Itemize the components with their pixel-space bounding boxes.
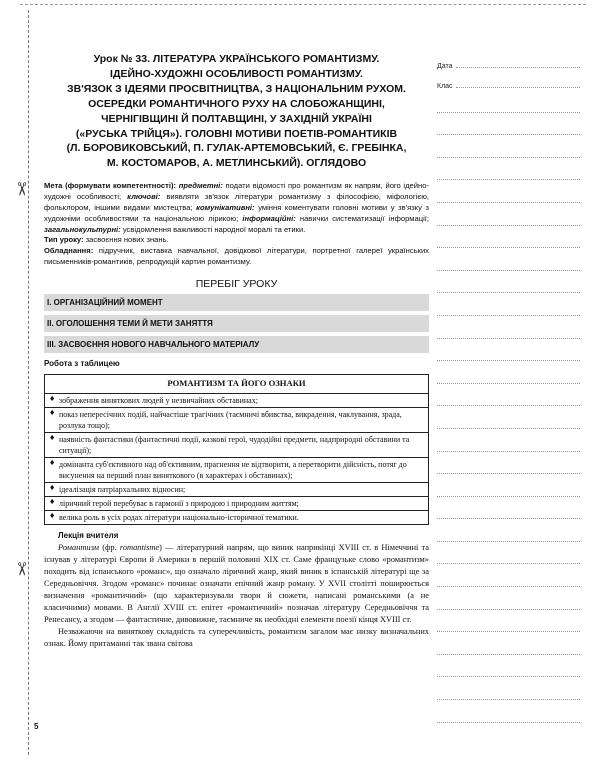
lesson-title <box>44 52 429 171</box>
note-line[interactable] <box>437 587 580 610</box>
romanticism-table-title: РОМАНТИЗМ ТА ЙОГО ОЗНАКИ <box>45 375 428 394</box>
note-line[interactable] <box>437 564 580 587</box>
lecture-paragraph: Незважаючи на виняткову складність та суперечливість, романтизм загалом має низку визначальних ознак. Йому притаманні так звана світова <box>44 626 429 648</box>
note-line[interactable] <box>437 474 580 497</box>
lesson-content <box>44 52 429 649</box>
comm-label: комунікативні: <box>196 202 255 212</box>
note-line[interactable] <box>437 406 580 429</box>
bullet-icon: ♦ <box>49 433 56 442</box>
note-line[interactable] <box>437 700 580 723</box>
title-line: ЧЕРНІГІВЩИНІ Й ПОЛТАВЩИНІ, У ЗАХІДНІЙ УКРАЇНІ <box>101 112 372 125</box>
romanticism-item-text: домінанта суб'єктивного над об'єктивним, прагнення не відтворити, а перетворити дійсність, потяг до висунення на перший план виняткового (в характерах і обставинах); <box>59 460 407 481</box>
title-line: (Л. БОРОВИКОВСЬКИЙ, П. ГУЛАК-АРТЕМОВСЬКИЙ, Є. ГРЕБІНКА, <box>66 142 407 155</box>
bullet-icon: ♦ <box>49 459 56 468</box>
romanticism-table <box>44 374 429 525</box>
class-line <box>456 87 580 88</box>
note-line[interactable] <box>437 203 580 226</box>
scissors-icon: ✂ <box>10 181 32 197</box>
title-line: («РУСЬКА ТРІЙЦЯ»). ГОЛОВНІ МОТИВИ ПОЕТІВ-РОМАНТИКІВ <box>75 127 398 140</box>
equipment-text: підручник, виставка навчальної, довідкової літератури, портретної галереї українських письменників-романтиків, репродукцій картин романтизму. <box>44 246 429 267</box>
romanticism-item <box>45 511 428 524</box>
title-line: ІДЕЙНО-ХУДОЖНІ ОСОБЛИВОСТІ РОМАНТИЗМУ. <box>110 67 363 80</box>
info-label: інформаційні: <box>242 213 296 223</box>
bullet-icon: ♦ <box>49 484 56 493</box>
lesson-type <box>44 235 429 246</box>
note-line[interactable] <box>437 677 580 700</box>
note-line[interactable] <box>437 226 580 249</box>
romanticism-item <box>45 394 428 408</box>
key-text: виявляти зв'язок літератури романтизму з філософією, міфологією, фольклором, іншими видами мистецтва; <box>44 192 429 212</box>
note-line[interactable] <box>437 542 580 565</box>
type-label: Тип уроку: <box>44 235 84 245</box>
note-line[interactable] <box>437 452 580 475</box>
note-line[interactable] <box>437 497 580 520</box>
romanticism-item-text: наявність фантастики (фантастичні події, казкові герої, чудодійні предмети, надприродні обставини та ситуації); <box>59 434 410 455</box>
lecture-etym-open: (фр. <box>99 543 120 553</box>
date-label: Дата <box>437 63 453 70</box>
comm-text: уміння коментувати головні мотиви у зв'язку з художніми особливостями та національною лірикою; <box>44 202 429 223</box>
romanticism-item <box>45 497 428 511</box>
note-line[interactable] <box>437 361 580 384</box>
table-caption: Робота з таблицею <box>44 359 120 368</box>
culture-text: усвідомлення важливості народної моралі та етики. <box>122 224 306 234</box>
section-heading: I. ОРГАНІЗАЦІЙНИЙ МОМЕНТ <box>44 294 429 311</box>
romanticism-item-text: велика роль в усіх родах літератури національно-історичної тематики. <box>59 513 299 523</box>
page-number: 5 <box>34 722 39 731</box>
bullet-icon: ♦ <box>49 498 56 507</box>
note-line[interactable] <box>437 271 580 294</box>
cut-line-top <box>20 4 586 5</box>
note-line[interactable] <box>437 158 580 181</box>
lecture-paragraph <box>44 542 429 625</box>
lesson-meta <box>44 181 429 268</box>
goal-label: Мета (формувати компетентності): <box>44 181 176 191</box>
subject-text: подати відомості про романтизм як напрям, його ідейно-художні особливості; <box>44 181 429 202</box>
class-field[interactable] <box>437 70 580 90</box>
lecture-etym-word: romantisme <box>119 543 160 553</box>
romanticism-item <box>45 433 428 458</box>
note-line[interactable] <box>437 113 580 136</box>
title-line: ЗВ'ЯЗОК З ІДЕЯМИ ПРОСВІТНИЦТВА, З НАЦІОНАЛЬНИМ РУХОМ. <box>67 82 406 95</box>
note-line[interactable] <box>437 248 580 271</box>
note-line[interactable] <box>437 655 580 678</box>
cut-line-left <box>28 10 29 755</box>
title-line: Урок № 33. ЛІТЕРАТУРА УКРАЇНСЬКОГО РОМАНТИЗМУ. <box>93 53 380 65</box>
culture-label: загальнокультурні: <box>44 224 121 234</box>
section-heading: II. ОГОЛОШЕННЯ ТЕМИ Й МЕТИ ЗАНЯТТЯ <box>44 315 429 332</box>
note-line[interactable] <box>437 293 580 316</box>
note-line[interactable] <box>437 384 580 407</box>
lecture-caption: Лекція вчителя <box>58 531 119 541</box>
note-lines[interactable] <box>437 90 580 723</box>
equipment-label: Обладнання: <box>44 246 94 256</box>
romanticism-item-text: ідеалізація патріархальних відносин; <box>59 485 186 495</box>
note-line[interactable] <box>437 316 580 339</box>
note-line[interactable] <box>437 632 580 655</box>
bullet-icon: ♦ <box>49 408 56 417</box>
romanticism-item-text: ліричний герой перебуває в гармонії з природою і природним життям; <box>59 499 299 509</box>
romanticism-item <box>45 408 428 433</box>
note-line[interactable] <box>437 519 580 542</box>
bullet-icon: ♦ <box>49 512 56 521</box>
scissors-icon: ✂ <box>10 561 32 577</box>
note-line[interactable] <box>437 429 580 452</box>
note-line[interactable] <box>437 180 580 203</box>
romanticism-item <box>45 458 428 483</box>
note-line[interactable] <box>437 610 580 633</box>
note-line[interactable] <box>437 135 580 158</box>
key-label: ключові: <box>127 192 161 202</box>
romanticism-item-text: зображення виняткових людей у незвичайних обставинах; <box>59 395 258 405</box>
subject-label: предметні: <box>178 181 223 191</box>
note-line[interactable] <box>437 339 580 362</box>
class-label: Клас <box>437 83 453 90</box>
info-text: навички систематизації інформації; <box>299 213 429 223</box>
lecture-paragraph-rest: ) — літературний напрям, що виник наприкінці XVIII ст. в Німеччині та існував у літературі Європи й Америки в першій половині XIX ст. Саме французьке слово «романтизм» походить від іспанського «романс», що означало ліричний жанр, який виник в іспанській літературі ще за Середньовіччя. Згодом «романс» починає означати епічний жанр роману. У XVII столітті поширюється визначення «романтичний» (що характеризували твори й сюжети, написані романськими (а не класичними) мовами. В Англії XVIII ст. епітет «романтичний» позначав літературу Середньовіччя та Ренесансу, а згодом — фантастичне, дивовижне, таємниче як необхідні елементи поезії кінця XVIII ст. <box>44 543 429 624</box>
romanticism-item <box>45 483 428 497</box>
title-line: М. КОСТОМАРОВ, А. МЕТЛИНСЬКИЙ). ОГЛЯДОВО <box>106 157 367 170</box>
title-line: ОСЕРЕДКИ РОМАНТИЧНОГО РУХУ НА СЛОБОЖАНЩИНІ, <box>88 97 385 110</box>
date-field[interactable] <box>437 50 580 70</box>
date-line <box>456 67 580 68</box>
lecture-text <box>44 542 429 649</box>
lesson-equipment <box>44 246 429 268</box>
bullet-icon: ♦ <box>49 394 56 403</box>
romanticism-item-text: показ непересічних подій, найчастіше трагічних (таємничі вбивства, викрадення, чаклування, зрада, розлука тощо); <box>59 409 402 430</box>
lecture-term: Романтизм <box>58 543 100 553</box>
lesson-goal <box>44 181 429 235</box>
section-heading: III. ЗАСВОЄННЯ НОВОГО НАВЧАЛЬНОГО МАТЕРІАЛУ <box>44 336 429 353</box>
note-line[interactable] <box>437 90 580 113</box>
notes-column <box>437 50 580 723</box>
lesson-heading: ПЕРЕБІГ УРОКУ <box>195 278 278 290</box>
type-text: засвоєння нових знань. <box>85 235 169 245</box>
